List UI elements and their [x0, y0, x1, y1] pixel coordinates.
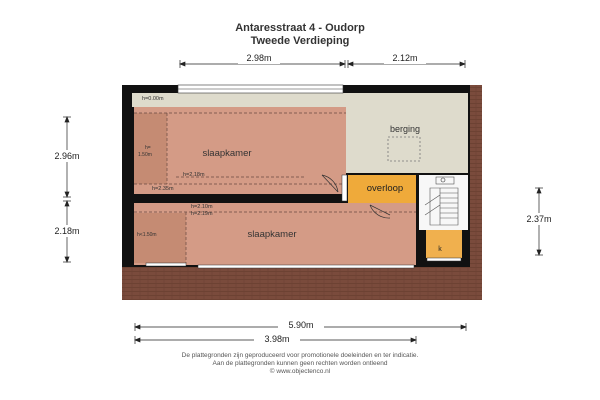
- storage-top-strip: [132, 93, 346, 107]
- footer-disclaimer-2: Aan de plattegronden kunnen geen rechten worden ontleend: [212, 360, 388, 367]
- label-storage: berging: [389, 124, 421, 134]
- note-upper-dashed: h=2.18m: [183, 172, 205, 178]
- roof-edge-right: [470, 85, 482, 267]
- note-nook-h: h=: [145, 145, 151, 151]
- note-nook-value: 1.50m: [138, 152, 152, 158]
- label-bedroom-upper: slaapkamer: [202, 148, 252, 159]
- dim-top-left: 2.98m: [246, 53, 272, 63]
- footer-disclaimer-1: De plattegronden zijn geproduceerd voor promotionele doeleinden en ter indicatie.: [181, 352, 419, 359]
- label-landing: overloop: [366, 183, 404, 194]
- label-bedroom-lower: slaapkamer: [247, 229, 297, 240]
- plan-title: Antaresstraat 4 - Oudorp: [235, 22, 365, 34]
- label-closet: k: [438, 246, 442, 253]
- note-lower-dashed-1: h=2.10m: [191, 204, 213, 210]
- note-lower-nook: h<1.50m: [137, 232, 157, 238]
- dim-bottom-inner: 3.98m: [264, 334, 290, 344]
- bedroom-lower-nook: [134, 213, 186, 263]
- plan-subtitle: Tweede Verdieping: [250, 35, 350, 47]
- dim-bottom-total: 5.90m: [288, 320, 314, 330]
- room-closet: [426, 230, 462, 258]
- dim-top-right: 2.12m: [392, 53, 418, 63]
- footer-copyright: © www.objectenco.nl: [269, 368, 331, 375]
- dim-right: 2.37m: [526, 214, 552, 224]
- dim-left-lower: 2.18m: [54, 226, 80, 236]
- note-top-edge: h=0.00m: [142, 96, 164, 102]
- inner-wall: [134, 194, 346, 203]
- roof-area: [122, 265, 482, 300]
- dim-left-upper: 2.96m: [54, 151, 80, 161]
- stairs-area: [419, 175, 468, 230]
- note-upper-corner: h=2.35m: [152, 186, 174, 192]
- note-lower-dashed-2: h=2.19m: [191, 211, 213, 217]
